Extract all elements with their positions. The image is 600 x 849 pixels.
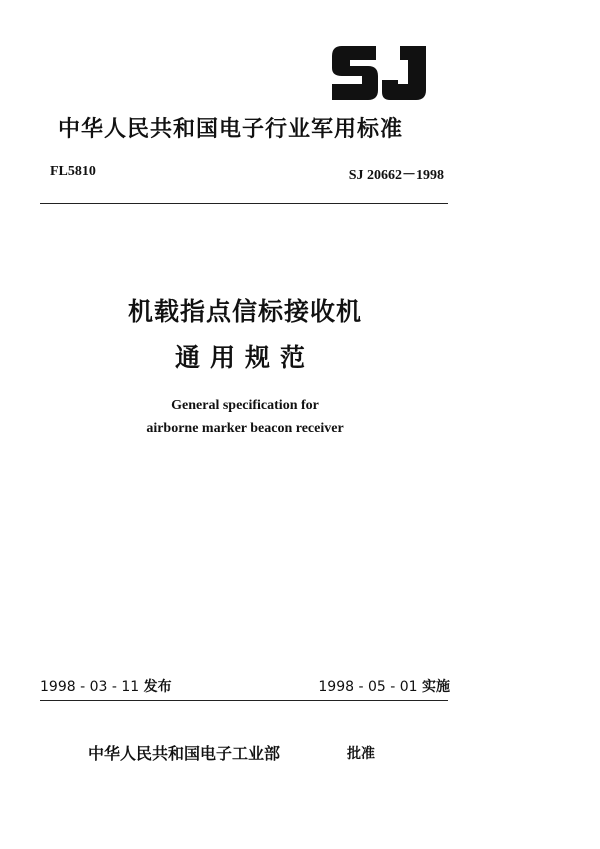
title-english-line1: General specification for: [171, 398, 319, 413]
issue-label: 发布: [143, 679, 172, 695]
implementation-date-block: [318, 676, 450, 696]
approving-authority: 中华人民共和国电子工业部: [88, 744, 281, 763]
footer-divider: [40, 700, 448, 701]
title-chinese-line1: 机载指点信标接收机: [127, 297, 362, 326]
sj-logo-mark: [330, 42, 432, 104]
approval-label: 批准: [347, 746, 375, 762]
sj-logo: [330, 42, 432, 104]
title-english-line2: airborne marker beacon receiver: [146, 421, 344, 436]
implementation-date: 1998 - 05 - 01: [318, 679, 418, 695]
header-divider: [40, 203, 448, 204]
classification-code: FL5810: [50, 164, 96, 179]
standard-number: SJ 20662－1998: [348, 168, 444, 183]
issue-date-block: [40, 676, 172, 696]
issuer-title: 中华人民共和国电子行业军用标准: [58, 117, 404, 142]
implementation-label: 实施: [422, 679, 450, 695]
title-chinese-line2: 通用规范: [174, 343, 315, 372]
issue-date: 1998 - 03 - 11: [40, 679, 140, 695]
